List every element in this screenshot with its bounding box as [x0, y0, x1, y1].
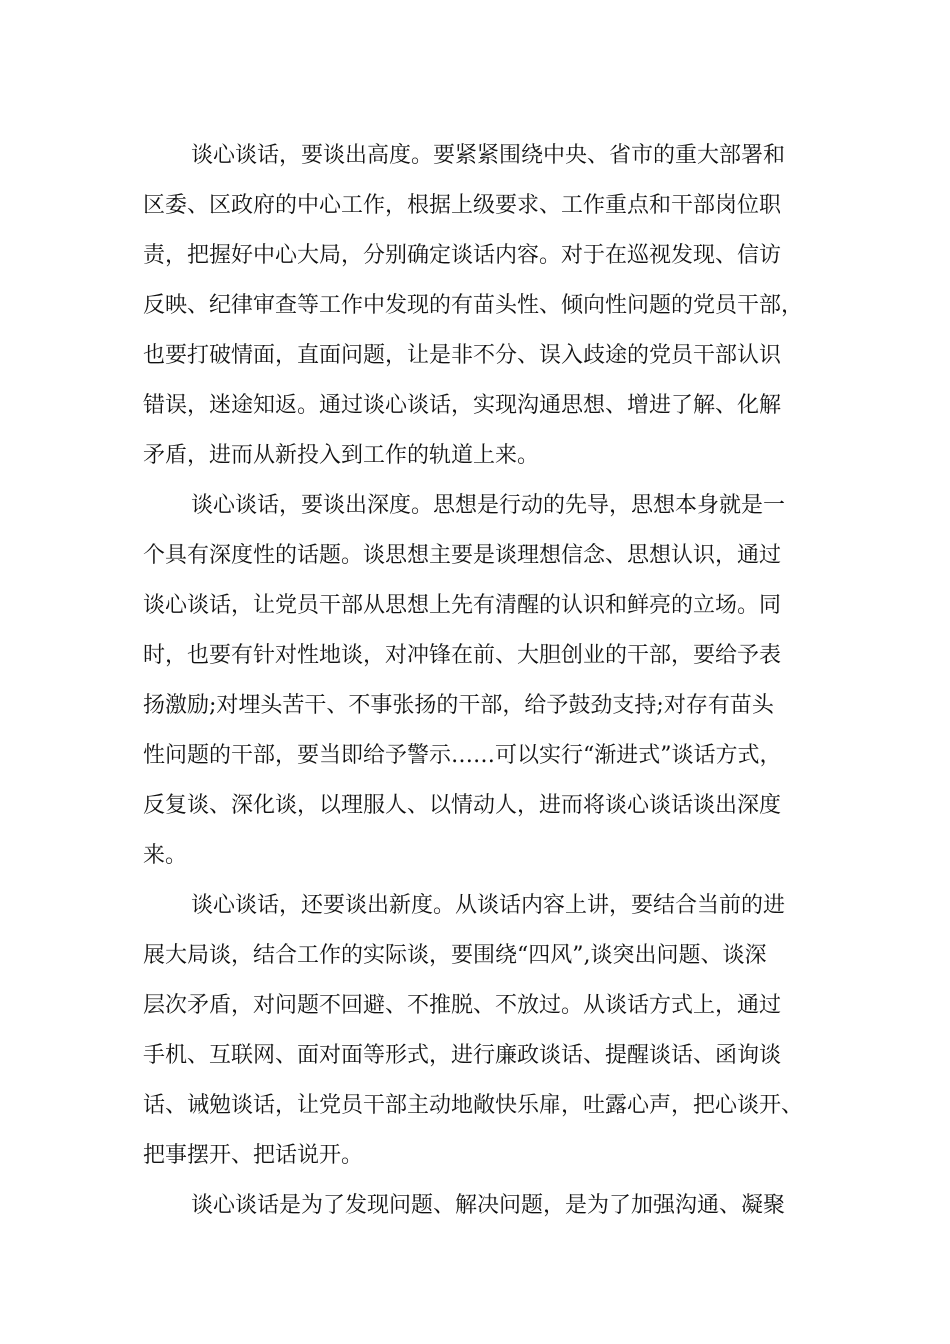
text-line: 反映、纪律审查等工作中发现的有苗头性、倾向性问题的党员干部， — [143, 293, 804, 318]
text-line: 责，把握好中心大局，分别确定谈话内容。对于在巡视发现、信访 — [143, 243, 782, 268]
text-line: 扬激励;对埋头苦干、不事张扬的干部，给予鼓劲支持;对存有苗头 — [143, 693, 774, 718]
text-line: 个具有深度性的话题。谈思想主要是谈理想信念、思想认识，通过 — [143, 543, 782, 568]
text-line: 手机、互联网、面对面等形式，进行廉政谈话、提醒谈话、函询谈 — [143, 1043, 782, 1068]
text-line: 反复谈、深化谈，以理服人、以情动人，进而将谈心谈话谈出深度 — [143, 793, 782, 818]
text-line: 层次矛盾，对问题不回避、不推脱、不放过。从谈话方式上，通过 — [143, 993, 782, 1018]
text-line: 谈心谈话是为了发现问题、解决问题，是为了加强沟通、凝聚 — [191, 1193, 786, 1218]
paragraph-purpose — [143, 1181, 823, 1231]
text-line: 也要打破情面，直面问题，让是非不分、误入歧途的党员干部认识 — [143, 343, 782, 368]
text-line: 谈心谈话，还要谈出新度。从谈话内容上讲，要结合当前的进 — [191, 893, 786, 918]
paragraph-height — [143, 131, 823, 481]
text-line: 性问题的干部，要当即给予警示……可以实行“渐进式”谈话方式， — [143, 743, 782, 768]
text-line: 区委、区政府的中心工作，根据上级要求、工作重点和干部岗位职 — [143, 193, 782, 218]
text-line: 矛盾，进而从新投入到工作的轨道上来。 — [143, 443, 540, 468]
text-line: 错误，迷途知返。通过谈心谈话，实现沟通思想、增进了解、化解 — [143, 393, 782, 418]
text-line: 把事摆开、把话说开。 — [143, 1143, 364, 1168]
text-line: 展大局谈，结合工作的实际谈，要围绕“四风”,谈突出问题、谈深 — [143, 943, 767, 968]
text-line: 谈心谈话，要谈出高度。要紧紧围绕中央、省市的重大部署和 — [191, 143, 786, 168]
text-line: 谈心谈话，让党员干部从思想上先有清醒的认识和鲜亮的立场。同 — [143, 593, 782, 618]
paragraph-newness — [143, 881, 823, 1181]
body-text — [143, 131, 823, 1231]
paragraph-depth — [143, 481, 823, 881]
text-line: 时，也要有针对性地谈，对冲锋在前、大胆创业的干部，要给予表 — [143, 643, 782, 668]
text-line: 谈心谈话，要谈出深度。思想是行动的先导，思想本身就是一 — [191, 493, 786, 518]
text-line: 话、诫勉谈话，让党员干部主动地敞快乐扉，吐露心声，把心谈开、 — [143, 1093, 804, 1118]
text-line: 来。 — [143, 843, 188, 868]
